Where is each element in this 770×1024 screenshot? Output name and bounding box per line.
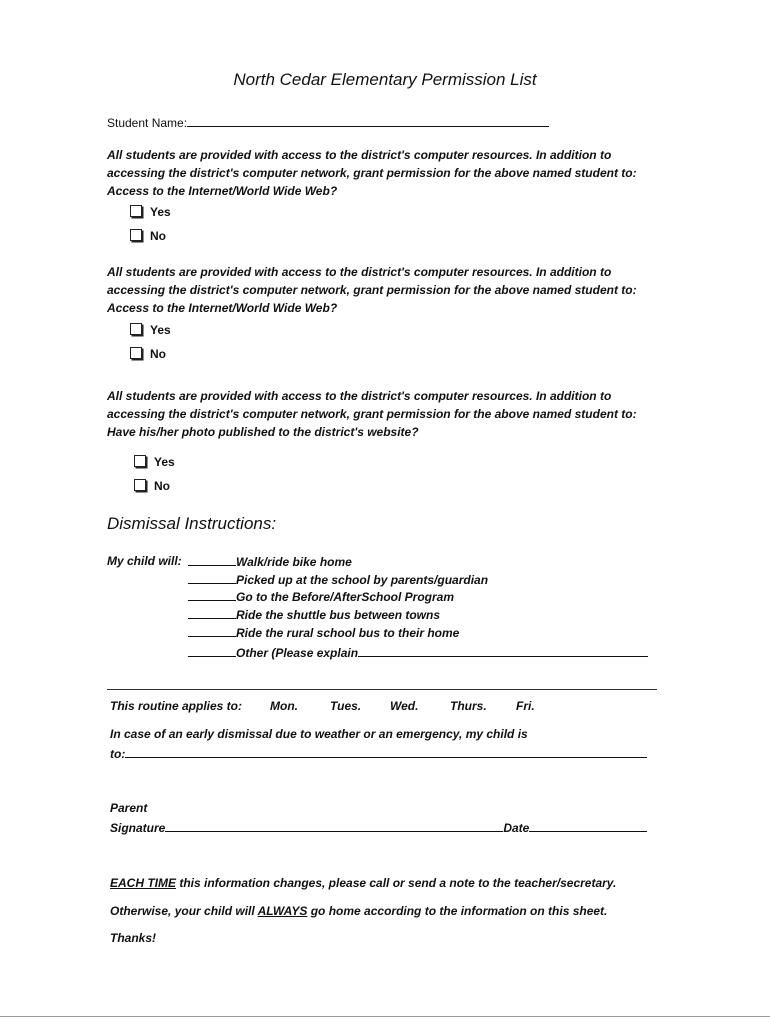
option-yes-2[interactable] — [130, 323, 171, 337]
footer-line-1-text: this information changes, please call or send a note to the teacher/secretary. — [176, 876, 617, 890]
option-yes-1-label: Yes — [150, 205, 171, 219]
date-label: Date — [503, 821, 530, 835]
footer-line-2-start: Otherwise, your child will — [110, 904, 258, 918]
day-tues[interactable]: Tues. — [330, 699, 362, 713]
routine-label: This routine applies to: — [110, 699, 243, 713]
dismissal-option-shuttle-label: Ride the shuttle bus between towns — [236, 608, 441, 622]
dismissal-option-program[interactable] — [188, 589, 454, 604]
student-name-label: Student Name: — [107, 116, 188, 130]
early-dismissal-field[interactable] — [125, 745, 647, 758]
option-yes-1[interactable] — [130, 205, 171, 219]
early-dismissal-text: In case of an early dismissal due to weather or an emergency, my child is — [110, 727, 528, 741]
dismissal-blank-walk[interactable] — [188, 554, 236, 566]
option-no-1-label: No — [150, 229, 166, 243]
student-name-row — [107, 114, 549, 130]
page-title: North Cedar Elementary Permission List — [233, 70, 537, 89]
footer-line-1 — [110, 876, 616, 890]
dismissal-blank-rural-bus[interactable] — [188, 625, 236, 637]
day-mon[interactable]: Mon. — [270, 699, 298, 713]
dismissal-option-other[interactable] — [188, 644, 648, 660]
dismissal-option-walk[interactable] — [188, 554, 352, 569]
day-fri[interactable]: Fri. — [516, 699, 535, 713]
dismissal-option-shuttle[interactable] — [188, 607, 440, 622]
dismissal-blank-pickup[interactable] — [188, 572, 236, 584]
date-field[interactable] — [529, 819, 647, 832]
option-no-1[interactable] — [130, 229, 166, 243]
checkbox-no-1[interactable] — [130, 229, 142, 241]
dismissal-option-pickup-label: Picked up at the school by parents/guardian — [236, 573, 489, 587]
checkbox-no-3[interactable] — [134, 479, 146, 491]
dismissal-option-program-label: Go to the Before/AfterSchool Program — [236, 590, 455, 604]
my-child-label: My child will: — [107, 554, 182, 568]
option-no-3[interactable] — [134, 479, 170, 493]
permission-question-1: All students are provided with access to the district's computer resources. In addition to accessing the district's computer network, grant permission for the above named student to: Access to the Internet/World Wide Web? — [107, 148, 637, 198]
checkbox-yes-1[interactable] — [130, 205, 142, 217]
signature-label: Signature — [110, 821, 166, 835]
day-thurs[interactable]: Thurs. — [450, 699, 487, 713]
early-dismissal-to-row — [110, 745, 647, 761]
footer-line-2-text: go home according to the information on this sheet. — [307, 904, 608, 918]
option-yes-3[interactable] — [134, 455, 175, 469]
signature-field[interactable] — [165, 819, 503, 832]
permission-question-2: All students are provided with access to the district's computer resources. In addition to accessing the district's computer network, grant permission for the above named student to: Access to the Internet/World Wide Web? — [107, 265, 637, 315]
checkbox-yes-3[interactable] — [134, 455, 146, 467]
dismissal-option-pickup[interactable] — [188, 572, 488, 587]
parent-label: Parent — [110, 801, 148, 815]
dismissal-blank-program[interactable] — [188, 589, 236, 601]
footer-line-2 — [110, 904, 607, 918]
option-no-2[interactable] — [130, 347, 166, 361]
option-yes-3-label: Yes — [154, 455, 175, 469]
option-yes-2-label: Yes — [150, 323, 171, 337]
day-wed[interactable]: Wed. — [390, 699, 419, 713]
dismissal-blank-shuttle[interactable] — [188, 607, 236, 619]
permission-question-3: All students are provided with access to the district's computer resources. In addition to accessing the district's computer network, grant permission for the above named student to: Have his/her photo published to the district's website? — [107, 389, 637, 439]
dismissal-title: Dismissal Instructions: — [107, 514, 277, 533]
thanks-text: Thanks! — [110, 931, 157, 945]
always-emphasis: ALWAYS — [257, 904, 308, 918]
dismissal-option-rural-bus[interactable] — [188, 625, 459, 640]
checkbox-yes-2[interactable] — [130, 323, 142, 335]
each-time-emphasis: EACH TIME — [110, 876, 176, 890]
option-no-3-label: No — [154, 479, 170, 493]
student-name-field[interactable] — [187, 114, 549, 127]
other-explain-field[interactable] — [358, 644, 648, 657]
dismissal-option-other-label: Other (Please explain — [236, 646, 359, 660]
early-dismissal-to-label: to: — [110, 747, 126, 761]
dismissal-option-walk-label: Walk/ride bike home — [236, 555, 352, 569]
divider-line — [107, 689, 657, 690]
page-bottom-edge — [0, 1016, 770, 1017]
dismissal-option-rural-bus-label: Ride the rural school bus to their home — [236, 626, 460, 640]
option-no-2-label: No — [150, 347, 166, 361]
checkbox-no-2[interactable] — [130, 347, 142, 359]
dismissal-blank-other[interactable] — [188, 645, 236, 657]
signature-row — [110, 819, 647, 835]
